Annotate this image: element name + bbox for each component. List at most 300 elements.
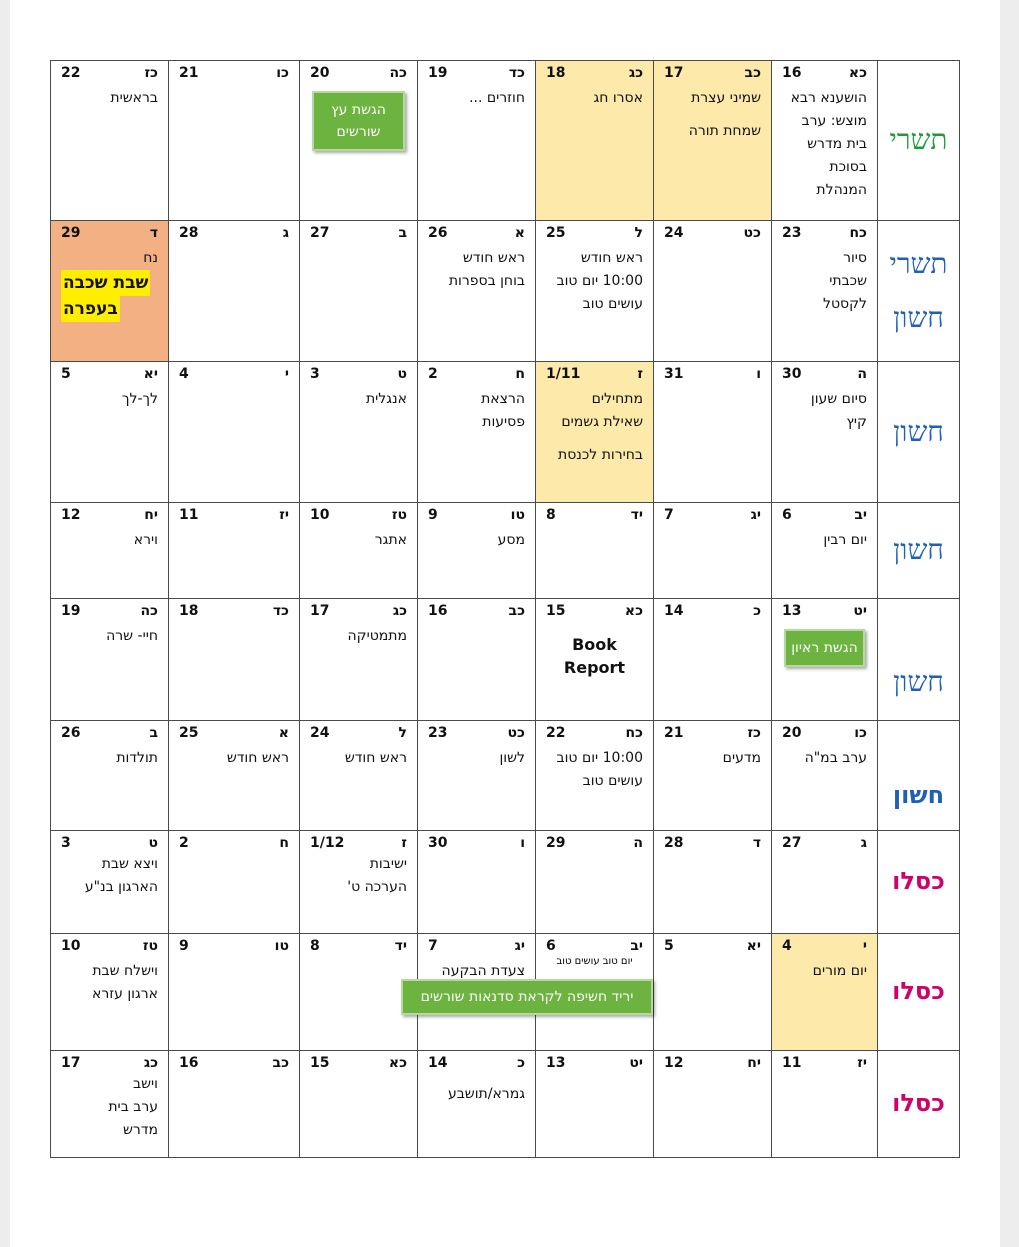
- gregorian-date: 20: [782, 725, 802, 741]
- event-text: ישיבות: [369, 856, 407, 872]
- event-text: המנהלת: [816, 182, 867, 198]
- event-text: מתחילים: [591, 391, 643, 407]
- hebrew-date: יא: [746, 938, 761, 954]
- day-header: [654, 934, 771, 956]
- gregorian-date: 28: [664, 835, 684, 851]
- day-header: [51, 1051, 168, 1073]
- day-cell: [536, 1051, 654, 1158]
- event-text: הארגון בנ"ע: [84, 879, 158, 895]
- gregorian-date: 4: [782, 938, 792, 954]
- gregorian-date: 11: [782, 1055, 802, 1071]
- event-text: וישלח שבת: [92, 963, 158, 979]
- day-cell: [654, 362, 772, 503]
- day-header: [169, 503, 299, 525]
- hebrew-date: כז: [144, 65, 158, 81]
- calendar-week-row: [51, 934, 960, 1051]
- gregorian-date: 29: [61, 225, 81, 241]
- gregorian-date: 25: [179, 725, 199, 741]
- day-cell: [51, 362, 169, 503]
- month-label-cell: [878, 934, 960, 1051]
- event-spacer: [664, 110, 761, 120]
- day-header: [654, 599, 771, 621]
- event-list: [418, 384, 535, 434]
- event-text: פסיעות: [482, 414, 525, 430]
- event-text: ראש חודש: [580, 250, 643, 266]
- day-cell: [51, 721, 169, 831]
- hebrew-date: יז: [279, 507, 289, 523]
- day-cell: [169, 1051, 300, 1158]
- day-cell: [300, 934, 418, 1051]
- day-cell: [654, 934, 772, 1051]
- gregorian-date: 10: [310, 507, 330, 523]
- calendar-week-row: [51, 362, 960, 503]
- day-header: [654, 1051, 771, 1073]
- day-header: [300, 221, 417, 243]
- day-header: [169, 934, 299, 956]
- month-label-cell: [878, 721, 960, 831]
- gregorian-date: 30: [428, 835, 448, 851]
- hebrew-date: כג: [628, 65, 643, 81]
- hebrew-date: ז: [401, 835, 407, 851]
- hebrew-date: כו: [854, 725, 867, 741]
- day-header: [418, 934, 535, 956]
- event-text: 10:00 יום טוב: [556, 273, 643, 289]
- hebrew-date: טו: [274, 938, 289, 954]
- event-text: בית מדרש: [807, 136, 867, 152]
- day-header: [418, 599, 535, 621]
- day-header: [418, 362, 535, 384]
- event-text: אתגר: [374, 532, 407, 548]
- event-list: [418, 83, 535, 110]
- event-list: [51, 525, 168, 552]
- day-cell: [536, 362, 654, 503]
- day-header: [654, 221, 771, 243]
- hebrew-date: ד: [752, 835, 761, 851]
- hebrew-date: ד: [149, 225, 158, 241]
- day-header: [536, 61, 653, 83]
- event-text: חיי- שרה: [106, 628, 158, 644]
- hebrew-date: כט: [743, 225, 761, 241]
- hebrew-date: יד: [394, 938, 407, 954]
- day-header: [418, 831, 535, 853]
- day-cell: [654, 503, 772, 599]
- event-list: [772, 243, 877, 316]
- event-list: [772, 525, 877, 552]
- month-name: כסלו: [892, 977, 945, 1006]
- hebrew-date: כה: [389, 65, 407, 81]
- event-text: וירא: [133, 532, 158, 548]
- event-text: הערכה ט': [347, 879, 407, 895]
- event-list: [536, 83, 653, 110]
- day-header: [536, 934, 653, 956]
- gregorian-date: 1/12: [310, 835, 345, 851]
- month-label-cell: [878, 503, 960, 599]
- event-text: שאילת גשמים: [561, 414, 643, 430]
- gregorian-date: 27: [782, 835, 802, 851]
- hebrew-date: ט: [397, 366, 407, 382]
- event-text: וישב: [133, 1076, 158, 1092]
- event-text: שמחת תורה: [688, 123, 761, 139]
- day-cell: [772, 61, 878, 221]
- gregorian-date: 3: [310, 366, 320, 382]
- event-text: בסוכת: [829, 159, 867, 175]
- day-header: [654, 61, 771, 83]
- month-name: כסלו: [892, 1089, 945, 1118]
- month-name: כסלו: [892, 867, 945, 896]
- hebrew-date: יג: [750, 507, 761, 523]
- gregorian-date: 22: [61, 65, 81, 81]
- gregorian-date: 23: [782, 225, 802, 241]
- day-cell: [51, 503, 169, 599]
- hebrew-date: כ: [517, 1055, 525, 1071]
- day-header: [772, 503, 877, 525]
- day-header: [51, 61, 168, 83]
- day-header: [51, 362, 168, 384]
- day-header: [536, 1051, 653, 1073]
- gregorian-date: 16: [428, 603, 448, 619]
- event-list: [418, 525, 535, 552]
- gregorian-date: 9: [179, 938, 189, 954]
- hebrew-date: א: [514, 225, 525, 241]
- hebrew-date: ג: [860, 835, 867, 851]
- gregorian-date: 19: [428, 65, 448, 81]
- gregorian-date: 23: [428, 725, 448, 741]
- hebrew-date: ט: [148, 835, 158, 851]
- hebrew-date: יד: [630, 507, 643, 523]
- day-header: [51, 599, 168, 621]
- gregorian-date: 18: [546, 65, 566, 81]
- day-cell: [418, 721, 536, 831]
- day-cell: [300, 503, 418, 599]
- day-cell: [654, 831, 772, 934]
- month-name: חשון: [893, 301, 944, 334]
- day-cell: [536, 831, 654, 934]
- event-list: [536, 621, 653, 679]
- day-header: [654, 362, 771, 384]
- calendar-week-row: [51, 503, 960, 599]
- hebrew-date: טז: [142, 938, 158, 954]
- day-header: [300, 599, 417, 621]
- event-spacer: [428, 1073, 525, 1083]
- month-label-cell: [878, 61, 960, 221]
- gregorian-date: 20: [310, 65, 330, 81]
- event-list: [51, 621, 168, 648]
- day-header: [169, 721, 299, 743]
- month-label-cell: [878, 221, 960, 362]
- gregorian-date: 6: [782, 507, 792, 523]
- gregorian-date: 8: [546, 507, 556, 523]
- day-cell: [536, 221, 654, 362]
- hebrew-date: כב: [508, 603, 525, 619]
- month-name: חשון: [892, 780, 945, 809]
- day-header: [51, 721, 168, 743]
- event-list: [51, 956, 168, 1006]
- hebrew-date: טו: [510, 507, 525, 523]
- event-list: [300, 743, 417, 770]
- day-header: [300, 721, 417, 743]
- hebrew-date: ל: [634, 225, 643, 241]
- gregorian-date: 18: [179, 603, 199, 619]
- event-list: [51, 384, 168, 411]
- calendar-week-row: [51, 721, 960, 831]
- event-text: צעדת הבקעה: [441, 963, 525, 979]
- day-header: [300, 831, 417, 853]
- event-text: סיור: [843, 250, 867, 266]
- day-header: [654, 831, 771, 853]
- gregorian-date: 24: [664, 225, 684, 241]
- hebrew-date: יט: [629, 1055, 643, 1071]
- day-header: [536, 503, 653, 525]
- day-header: [418, 61, 535, 83]
- month-name: חשון: [893, 533, 944, 567]
- event-text: חוזרים ...: [469, 90, 525, 106]
- event-text: מדעים: [722, 750, 761, 766]
- event-text: מוצש: ערב: [801, 113, 867, 129]
- day-cell: [51, 61, 169, 221]
- day-cell: [418, 503, 536, 599]
- event-text: ראש חודש: [226, 750, 289, 766]
- gregorian-date: 17: [61, 1055, 81, 1071]
- hebrew-date: י: [862, 938, 867, 954]
- hebrew-date: ח: [515, 366, 525, 382]
- gregorian-date: 26: [428, 225, 448, 241]
- event-text: יום רבין: [823, 532, 867, 548]
- hebrew-date: ה: [633, 835, 643, 851]
- day-header: [169, 362, 299, 384]
- day-header: [51, 503, 168, 525]
- gregorian-date: 17: [664, 65, 684, 81]
- day-cell: [654, 599, 772, 721]
- event-text: מתמטיקה: [347, 628, 407, 644]
- gregorian-date: 14: [664, 603, 684, 619]
- hebrew-date: כח: [849, 225, 867, 241]
- day-cell: [169, 831, 300, 934]
- calendar-week-row: [51, 1051, 960, 1158]
- day-cell: [51, 599, 169, 721]
- event-text: ראש חודש: [344, 750, 407, 766]
- month-label-cell: [878, 831, 960, 934]
- day-header: [300, 503, 417, 525]
- event-text: ארגון עזרא: [92, 986, 158, 1002]
- day-cell: [300, 721, 418, 831]
- event-list: [300, 853, 417, 899]
- hebrew-date: יז: [857, 1055, 867, 1071]
- gregorian-date: 6: [546, 938, 556, 954]
- day-header: [536, 599, 653, 621]
- day-cell: [654, 721, 772, 831]
- hebrew-date: ו: [756, 366, 761, 382]
- day-header: [654, 503, 771, 525]
- gregorian-date: 7: [428, 938, 438, 954]
- event-text: גמרא/תושבע: [447, 1086, 525, 1102]
- month-label-cell: [878, 599, 960, 721]
- hebrew-date: ב: [398, 225, 407, 241]
- day-cell: [418, 61, 536, 221]
- day-header: [536, 362, 653, 384]
- event-list: [772, 384, 877, 434]
- day-header: [772, 1051, 877, 1073]
- event-list: [51, 243, 168, 322]
- gregorian-date: 14: [428, 1055, 448, 1071]
- event-list: [300, 384, 417, 411]
- hebrew-date: כא: [848, 65, 867, 81]
- hebrew-date: כה: [140, 603, 158, 619]
- hebrew-date: יח: [747, 1055, 761, 1071]
- gregorian-date: 9: [428, 507, 438, 523]
- gregorian-date: 7: [664, 507, 674, 523]
- highlight-line: [61, 296, 158, 322]
- day-cell: [772, 934, 878, 1051]
- month-name: תשרי: [889, 123, 948, 157]
- event-text: תולדות: [116, 750, 158, 766]
- gregorian-date: 12: [664, 1055, 684, 1071]
- day-cell: [418, 1051, 536, 1158]
- event-list: [772, 956, 877, 983]
- event-text: עושים טוב: [582, 296, 643, 312]
- day-header: [51, 831, 168, 853]
- gregorian-date: 13: [546, 1055, 566, 1071]
- day-cell: [418, 599, 536, 721]
- day-cell: [418, 221, 536, 362]
- day-cell: [536, 61, 654, 221]
- event-text: שמיני עצרת: [691, 90, 761, 106]
- hebrew-date: טז: [391, 507, 407, 523]
- event-text: הושענא רבא: [790, 90, 867, 106]
- event-list: [51, 853, 168, 899]
- event-text: מסע: [497, 532, 525, 548]
- day-cell: [300, 61, 418, 221]
- month-name: תשרי: [889, 246, 948, 280]
- day-cell: [169, 934, 300, 1051]
- hebrew-date: כב: [744, 65, 761, 81]
- hebrew-date: ז: [637, 366, 643, 382]
- hebrew-date: יב: [854, 507, 867, 523]
- hebrew-date: ל: [398, 725, 407, 741]
- event-list: [772, 83, 877, 202]
- event-highlight-box: הגשת עץ שורשים: [312, 91, 405, 151]
- day-header: [418, 221, 535, 243]
- day-cell: [536, 599, 654, 721]
- hebrew-date: י: [284, 366, 289, 382]
- day-cell: [772, 503, 878, 599]
- day-header: [772, 61, 877, 83]
- hebrew-date: כד: [508, 65, 525, 81]
- event-text: ויצא שבת: [101, 856, 158, 872]
- event-text: לך-לך: [121, 391, 158, 407]
- event-text: נח: [143, 250, 158, 266]
- day-cell: [772, 721, 878, 831]
- hebrew-date: כג: [143, 1055, 158, 1071]
- event-list: [418, 243, 535, 293]
- day-cell: [51, 831, 169, 934]
- hebrew-date: ח: [279, 835, 289, 851]
- event-text: שכבתי: [829, 273, 867, 289]
- event-list: [418, 743, 535, 770]
- hebrew-date: כו: [276, 65, 289, 81]
- gregorian-date: 8: [310, 938, 320, 954]
- document-page: [10, 0, 1000, 1247]
- day-header: [772, 599, 877, 621]
- day-header: [536, 221, 653, 243]
- event-list: [300, 621, 417, 648]
- event-text: הרצאת: [481, 391, 525, 407]
- event-text: Book Report: [563, 635, 626, 677]
- gregorian-date: 31: [664, 366, 684, 382]
- highlighted-event-text: שבת שכבה: [61, 270, 150, 296]
- day-header: [772, 831, 877, 853]
- event-text: ערב במ"ה: [804, 750, 867, 766]
- hebrew-date: כב: [272, 1055, 289, 1071]
- event-note: יום טוב עושים טוב: [556, 956, 633, 967]
- gregorian-date: 4: [179, 366, 189, 382]
- hebrew-date: יא: [143, 366, 158, 382]
- gregorian-date: 16: [782, 65, 802, 81]
- gregorian-date: 1/11: [546, 366, 581, 382]
- event-list: [654, 743, 771, 770]
- gregorian-date: 2: [179, 835, 189, 851]
- day-header: [418, 721, 535, 743]
- day-cell: [772, 221, 878, 362]
- day-header: [300, 61, 417, 83]
- hebrew-date: ב: [149, 725, 158, 741]
- day-header: [772, 721, 877, 743]
- day-header: [169, 61, 299, 83]
- event-text: אסרו חג: [593, 90, 643, 106]
- day-cell: [169, 362, 300, 503]
- event-text: עושים טוב: [582, 773, 643, 789]
- hebrew-date: ג: [282, 225, 289, 241]
- day-header: [169, 831, 299, 853]
- hebrew-date: כח: [625, 725, 643, 741]
- calendar-week-row: [51, 599, 960, 721]
- day-cell: [772, 362, 878, 503]
- gregorian-date: 11: [179, 507, 199, 523]
- day-header: [169, 221, 299, 243]
- event-spacer: [546, 434, 643, 444]
- hebrew-date: יח: [144, 507, 158, 523]
- gregorian-date: 10: [61, 938, 81, 954]
- hebrew-date: כג: [392, 603, 407, 619]
- month-name: חשון: [893, 414, 944, 448]
- gregorian-date: 3: [61, 835, 71, 851]
- hebrew-date: א: [278, 725, 289, 741]
- day-header: [654, 721, 771, 743]
- day-header: [536, 831, 653, 853]
- day-cell: [654, 61, 772, 221]
- gregorian-date: 26: [61, 725, 81, 741]
- day-cell: [772, 1051, 878, 1158]
- hebrew-date: יט: [853, 603, 867, 619]
- event-text: קיץ: [846, 414, 867, 430]
- day-header: [772, 221, 877, 243]
- hebrew-date: כא: [388, 1055, 407, 1071]
- event-text: ראש חודש: [462, 250, 525, 266]
- day-cell: [300, 221, 418, 362]
- gregorian-date: 22: [546, 725, 566, 741]
- day-cell: [654, 221, 772, 362]
- gregorian-date: 30: [782, 366, 802, 382]
- day-cell: [772, 599, 878, 721]
- gregorian-date: 24: [310, 725, 330, 741]
- event-text: ערב בית: [108, 1099, 158, 1115]
- hebrew-date: יב: [630, 938, 643, 954]
- gregorian-date: 12: [61, 507, 81, 523]
- event-list: [418, 1073, 535, 1106]
- event-list: [536, 243, 653, 316]
- highlight-line: [61, 270, 158, 296]
- day-cell: [51, 221, 169, 362]
- gregorian-date: 28: [179, 225, 199, 241]
